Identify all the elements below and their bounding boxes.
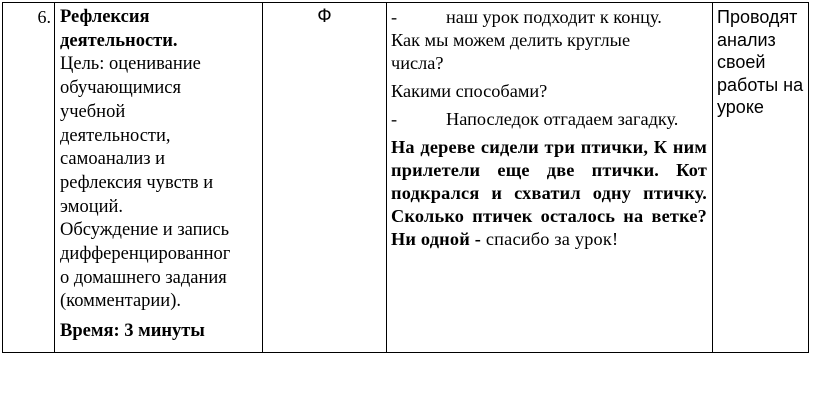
students-activity-cell [713, 3, 809, 353]
goal-line: Цель: оценивание [60, 54, 201, 75]
students-line: работы на [717, 74, 804, 95]
lesson-plan-table [2, 2, 809, 353]
goal-line: деятельности, [60, 125, 171, 146]
discussion-line: о домашнего задания [60, 267, 227, 288]
row-number: 6. [37, 7, 51, 27]
students-line: своей [717, 52, 766, 72]
stage-title-line-1: Рефлексия [60, 7, 150, 27]
goal-line: учебной [60, 101, 126, 122]
stage-time: Время: 3 минуты [60, 321, 205, 342]
teacher-activity-cell [387, 3, 713, 353]
teacher-line: числа? [391, 53, 444, 73]
work-form: Ф [317, 6, 332, 27]
teacher-line: Как мы можем делить круглые [391, 30, 631, 50]
stage-title-line-2: деятельности. [60, 30, 178, 51]
goal-line: рефлексия чувств и [60, 172, 214, 193]
dash: - [391, 7, 398, 27]
riddle: На дереве сидели три птички, К ним прилетели еще две птички. Кот подкрался и схватил одну птичку. Сколько птичек осталось на ветке? Ни одной - [391, 137, 707, 249]
discussion-line: Обсуждение и запись [60, 220, 230, 241]
teacher-question: Какими способами? [391, 81, 548, 101]
goal-line: эмоций. [60, 196, 124, 217]
work-form-cell [263, 3, 387, 353]
closing-text: спасибо за урок! [481, 229, 619, 249]
table-row [3, 3, 809, 353]
row-number-cell [3, 3, 55, 353]
riddle-text [391, 136, 707, 251]
students-line: Проводят [717, 7, 798, 27]
discussion-line: дифференцированног [60, 244, 231, 265]
students-line: анализ [717, 29, 776, 50]
goal-line: обучающимися [60, 78, 182, 99]
stage-cell [55, 3, 263, 353]
discussion-line: (комментарии). [60, 291, 181, 312]
teacher-line: Напоследок отгадаем загадку. [446, 109, 679, 129]
dash: - [391, 109, 398, 129]
goal-line: самоанализ и [60, 149, 166, 170]
teacher-line: наш урок подходит к концу. [446, 7, 662, 27]
students-line: уроке [717, 97, 764, 117]
